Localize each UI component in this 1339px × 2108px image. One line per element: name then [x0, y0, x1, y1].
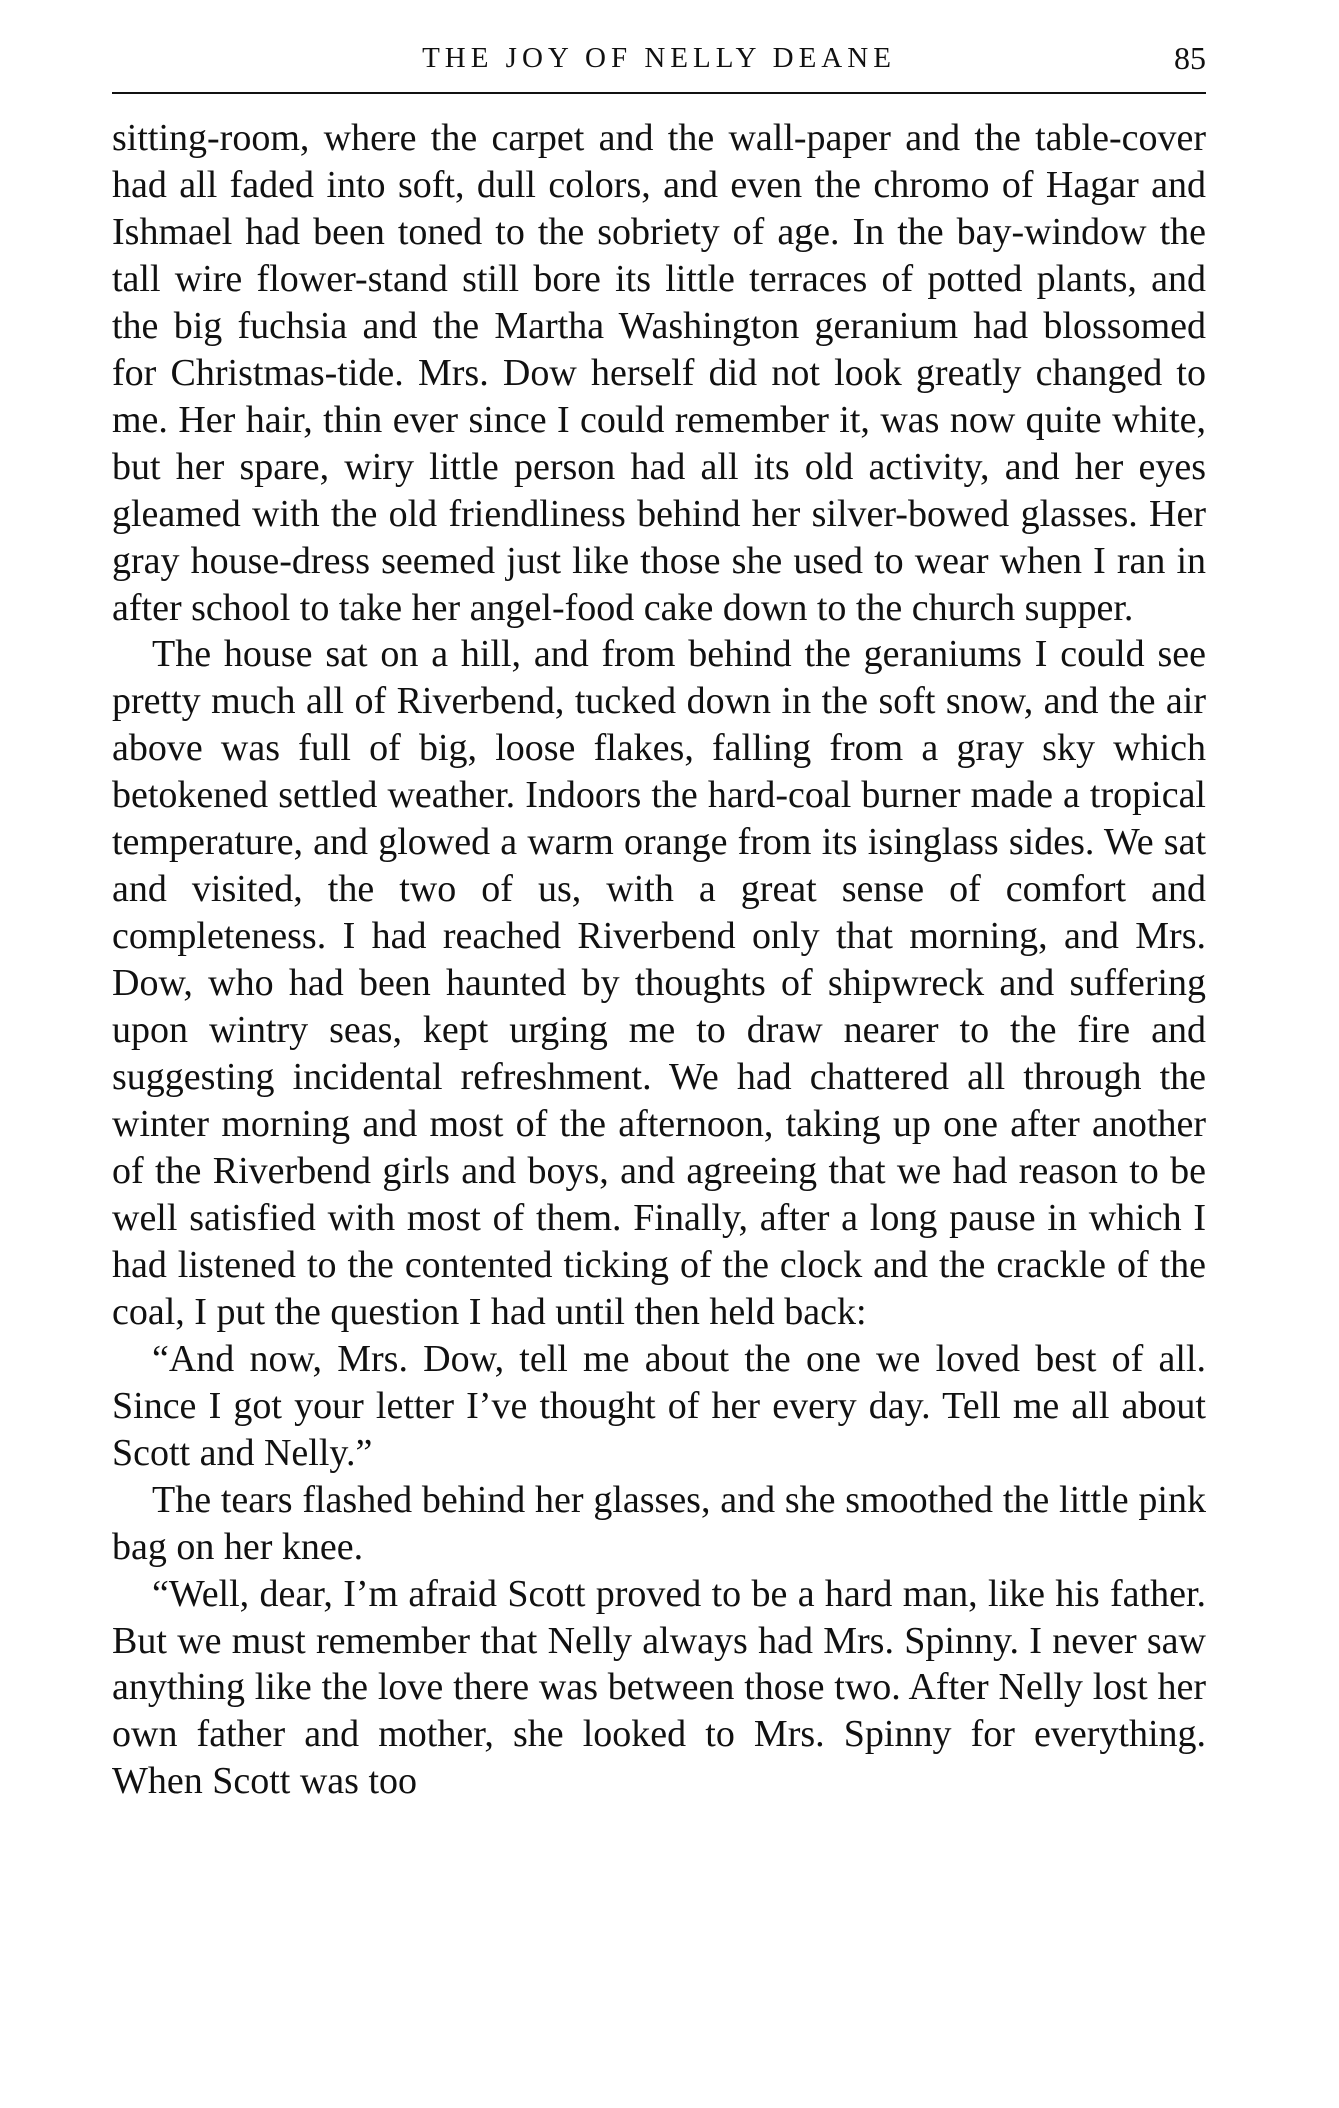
paragraph-5: “Well, dear, I’m afraid Scott proved to be a hard man, like his father. But we must remember that Nelly always had Mrs. Spinny. I never saw anything like the love there was between those two. After Nelly lost her own father and mother, she looked to Mrs. Spinny for everything. When Scott was too — [112, 1572, 1206, 1803]
paragraph-3: “And now, Mrs. Dow, tell me about the one we loved best of all. Since I got your letter I’ve thought of her every day. Tell me all about Scott and Nelly.” — [112, 1337, 1206, 1474]
paragraph-1: sitting-room, where the carpet and the wall-paper and the table-cover had all faded into soft, dull colors, and even the chromo of Hagar and Ishmael had been toned to the sobriety of age. In the bay-window the tall wire flower-stand still bore its little terraces of potted plants, and the big fuchsia and the Martha Washington geranium had blossomed for Christmas-tide. Mrs. Dow herself did not look greatly changed to me. Her hair, thin ever since I could remember it, was now quite white, but her spare, wiry little person had all its old activity, and her eyes gleamed with the old friendliness behind her silver-bowed glasses. Her gray house-dress seemed just like those she used to wear when I ran in after school to take her angel-food cake down to the church supper. — [112, 117, 1206, 629]
paragraph-2: The house sat on a hill, and from behind the geraniums I could see pretty much all of Riverbend, tucked down in the soft snow, and the air above was full of big, loose flakes, falling from a gray sky which betokened settled weather. Indoors the hard-coal burner made a tropical temperature, and glowed a warm orange from its isinglass sides. We sat and visited, the two of us, with a great sense of comfort and completeness. I had reached Riverbend only that morning, and Mrs. Dow, who had been haunted by thoughts of shipwreck and suffering upon wintry seas, kept urging me to draw nearer to the fire and suggesting incidental refreshment. We had chattered all through the winter morning and most of the afternoon, taking up one after another of the Riverbend girls and boys, and agreeing that we had reason to be well satisfied with most of them. Finally, after a long pause in which I had listened to the contented ticking of the clock and the crackle of the coal, I put the question I had until then held back: — [112, 633, 1206, 1333]
header-rule — [112, 92, 1206, 94]
running-title: THE JOY OF NELLY DEANE — [422, 42, 896, 74]
paragraph-4: The tears flashed behind her glasses, and she smoothed the little pink bag on her knee. — [112, 1478, 1206, 1568]
running-head — [112, 30, 1206, 90]
body-text — [112, 115, 1206, 1805]
page-number: 85 — [1174, 40, 1206, 76]
